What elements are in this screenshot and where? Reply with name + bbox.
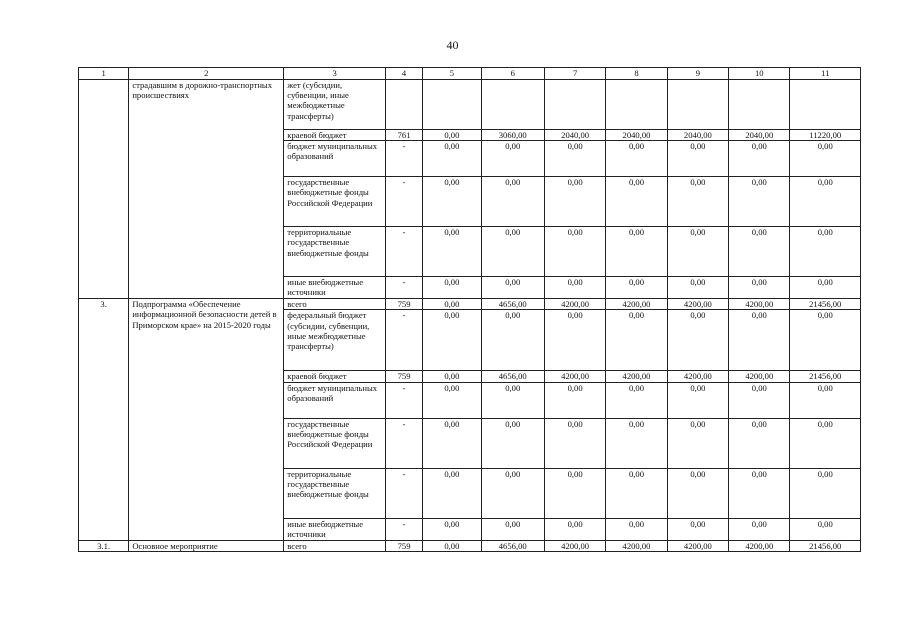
value-cell: 0,00 <box>790 468 861 518</box>
value-cell: 4200,00 <box>544 371 605 382</box>
value-cell: 0,00 <box>423 141 481 177</box>
value-cell: 0,00 <box>544 310 605 371</box>
value-cell: 0,00 <box>729 177 790 227</box>
value-cell: 0,00 <box>423 468 481 518</box>
funding-source-cell: краевой бюджет <box>284 371 386 382</box>
value-cell: 0,00 <box>790 310 861 371</box>
header-cell: 2 <box>129 68 284 80</box>
value-cell: 0,00 <box>790 227 861 277</box>
funding-source-cell: краевой бюджет <box>284 130 386 141</box>
value-cell: 0,00 <box>790 277 861 299</box>
item-number-cell <box>79 80 129 299</box>
value-cell: 0,00 <box>729 310 790 371</box>
value-cell: 2040,00 <box>729 130 790 141</box>
value-cell: 0,00 <box>667 227 728 277</box>
funding-source-cell: всего <box>284 540 386 551</box>
item-name-cell: страдавшим в дорожно-транспортных происшествиях <box>129 80 284 299</box>
code-cell: - <box>385 177 422 227</box>
value-cell: 0,00 <box>790 418 861 468</box>
page-number: 40 <box>446 38 459 52</box>
funding-source-cell: государственные внебюджетные фонды Российской Федерации <box>284 177 386 227</box>
header-row <box>79 68 861 80</box>
value-cell: 3060,00 <box>481 130 544 141</box>
table-row <box>79 299 861 310</box>
value-cell: 2040,00 <box>606 130 667 141</box>
value-cell: 4200,00 <box>729 540 790 551</box>
value-cell: 0,00 <box>729 277 790 299</box>
value-cell: 0,00 <box>481 382 544 418</box>
code-cell: - <box>385 382 422 418</box>
value-cell: 4200,00 <box>544 540 605 551</box>
code-cell: - <box>385 310 422 371</box>
value-cell: 4200,00 <box>729 371 790 382</box>
funding-source-cell: бюджет муниципальных образований <box>284 141 386 177</box>
value-cell <box>667 80 728 130</box>
value-cell: 0,00 <box>481 418 544 468</box>
header-cell: 9 <box>667 68 728 80</box>
value-cell: 0,00 <box>544 418 605 468</box>
code-cell: 761 <box>385 130 422 141</box>
item-number-cell: 3.1. <box>79 540 129 551</box>
value-cell: 0,00 <box>606 310 667 371</box>
value-cell: 0,00 <box>544 177 605 227</box>
value-cell: 0,00 <box>729 418 790 468</box>
code-cell: 759 <box>385 299 422 310</box>
value-cell <box>481 80 544 130</box>
value-cell: 0,00 <box>606 177 667 227</box>
item-name-cell: Основное мероприятие <box>129 540 284 551</box>
value-cell: 4656,00 <box>481 371 544 382</box>
funding-source-cell: федеральный бюджет (субсидии, субвенции, иные межбюджетные трансферты) <box>284 310 386 371</box>
value-cell: 0,00 <box>481 277 544 299</box>
value-cell: 4200,00 <box>667 540 728 551</box>
value-cell: 0,00 <box>481 141 544 177</box>
code-cell: - <box>385 468 422 518</box>
funding-source-cell: жет (субсидии, субвенции, иные межбюджетные трансферты) <box>284 80 386 130</box>
value-cell: 0,00 <box>790 177 861 227</box>
value-cell: 4656,00 <box>481 540 544 551</box>
value-cell: 4656,00 <box>481 299 544 310</box>
value-cell <box>729 80 790 130</box>
value-cell: 2040,00 <box>544 130 605 141</box>
value-cell: 0,00 <box>606 468 667 518</box>
table-row <box>79 80 861 130</box>
value-cell <box>606 80 667 130</box>
value-cell: 0,00 <box>790 141 861 177</box>
value-cell: 0,00 <box>667 518 728 540</box>
value-cell: 0,00 <box>790 382 861 418</box>
value-cell: 4200,00 <box>544 299 605 310</box>
value-cell: 0,00 <box>667 177 728 227</box>
value-cell: 0,00 <box>606 518 667 540</box>
header-cell: 6 <box>481 68 544 80</box>
value-cell: 2040,00 <box>667 130 728 141</box>
header-cell: 11 <box>790 68 861 80</box>
value-cell: 4200,00 <box>606 371 667 382</box>
value-cell: 0,00 <box>423 310 481 371</box>
value-cell: 0,00 <box>423 130 481 141</box>
value-cell: 4200,00 <box>667 371 728 382</box>
value-cell: 0,00 <box>481 468 544 518</box>
value-cell: 0,00 <box>606 277 667 299</box>
value-cell: 0,00 <box>606 418 667 468</box>
code-cell: - <box>385 227 422 277</box>
value-cell: 0,00 <box>606 382 667 418</box>
code-cell: - <box>385 141 422 177</box>
value-cell: 0,00 <box>667 310 728 371</box>
value-cell <box>423 80 481 130</box>
value-cell: 0,00 <box>423 418 481 468</box>
code-cell: - <box>385 277 422 299</box>
value-cell <box>790 80 861 130</box>
value-cell: 21456,00 <box>790 540 861 551</box>
value-cell: 0,00 <box>423 227 481 277</box>
value-cell: 0,00 <box>423 382 481 418</box>
value-cell: 21456,00 <box>790 371 861 382</box>
header-cell: 5 <box>423 68 481 80</box>
value-cell: 4200,00 <box>606 299 667 310</box>
value-cell: 4200,00 <box>729 299 790 310</box>
header-cell: 4 <box>385 68 422 80</box>
funding-source-cell: территориальные государственные внебюджетные фонды <box>284 468 386 518</box>
value-cell: 4200,00 <box>667 299 728 310</box>
code-cell: - <box>385 518 422 540</box>
value-cell: 0,00 <box>606 227 667 277</box>
funding-source-cell: всего <box>284 299 386 310</box>
funding-source-cell: государственные внебюджетные фонды Российской Федерации <box>284 418 386 468</box>
code-cell <box>385 80 422 130</box>
value-cell: 0,00 <box>544 468 605 518</box>
value-cell: 0,00 <box>544 141 605 177</box>
code-cell: - <box>385 418 422 468</box>
funding-source-cell: бюджет муниципальных образований <box>284 382 386 418</box>
value-cell: 0,00 <box>423 540 481 551</box>
value-cell: 0,00 <box>729 382 790 418</box>
value-cell: 0,00 <box>729 141 790 177</box>
value-cell: 0,00 <box>544 277 605 299</box>
funding-source-cell: иные внебюджетные источники <box>284 518 386 540</box>
header-cell: 7 <box>544 68 605 80</box>
header-cell: 3 <box>284 68 386 80</box>
header-cell: 1 <box>79 68 129 80</box>
value-cell: 0,00 <box>423 277 481 299</box>
value-cell: 0,00 <box>667 141 728 177</box>
code-cell: 759 <box>385 371 422 382</box>
value-cell: 0,00 <box>544 518 605 540</box>
value-cell: 0,00 <box>790 518 861 540</box>
header-cell: 10 <box>729 68 790 80</box>
value-cell: 21456,00 <box>790 299 861 310</box>
code-cell: 759 <box>385 540 422 551</box>
value-cell: 0,00 <box>481 310 544 371</box>
value-cell: 0,00 <box>423 177 481 227</box>
value-cell: 0,00 <box>606 141 667 177</box>
item-name-cell: Подпрограмма «Обеспечение информационной безопасности детей в Приморском крае» на 2015-2020 годы <box>129 299 284 540</box>
value-cell <box>544 80 605 130</box>
value-cell: 11220,00 <box>790 130 861 141</box>
value-cell: 0,00 <box>544 382 605 418</box>
value-cell: 0,00 <box>481 177 544 227</box>
value-cell: 0,00 <box>423 371 481 382</box>
value-cell: 0,00 <box>729 227 790 277</box>
value-cell: 0,00 <box>423 299 481 310</box>
table-row <box>79 540 861 551</box>
item-number-cell: 3. <box>79 299 129 540</box>
value-cell: 0,00 <box>481 227 544 277</box>
value-cell: 0,00 <box>729 518 790 540</box>
header-cell: 8 <box>606 68 667 80</box>
value-cell: 0,00 <box>729 468 790 518</box>
value-cell: 0,00 <box>667 382 728 418</box>
funding-source-cell: территориальные государственные внебюджетные фонды <box>284 227 386 277</box>
value-cell: 0,00 <box>667 468 728 518</box>
value-cell: 0,00 <box>481 518 544 540</box>
budget-table <box>78 67 861 552</box>
value-cell: 0,00 <box>667 418 728 468</box>
funding-source-cell: иные внебюджетные источники <box>284 277 386 299</box>
value-cell: 0,00 <box>544 227 605 277</box>
value-cell: 0,00 <box>667 277 728 299</box>
value-cell: 4200,00 <box>606 540 667 551</box>
value-cell: 0,00 <box>423 518 481 540</box>
